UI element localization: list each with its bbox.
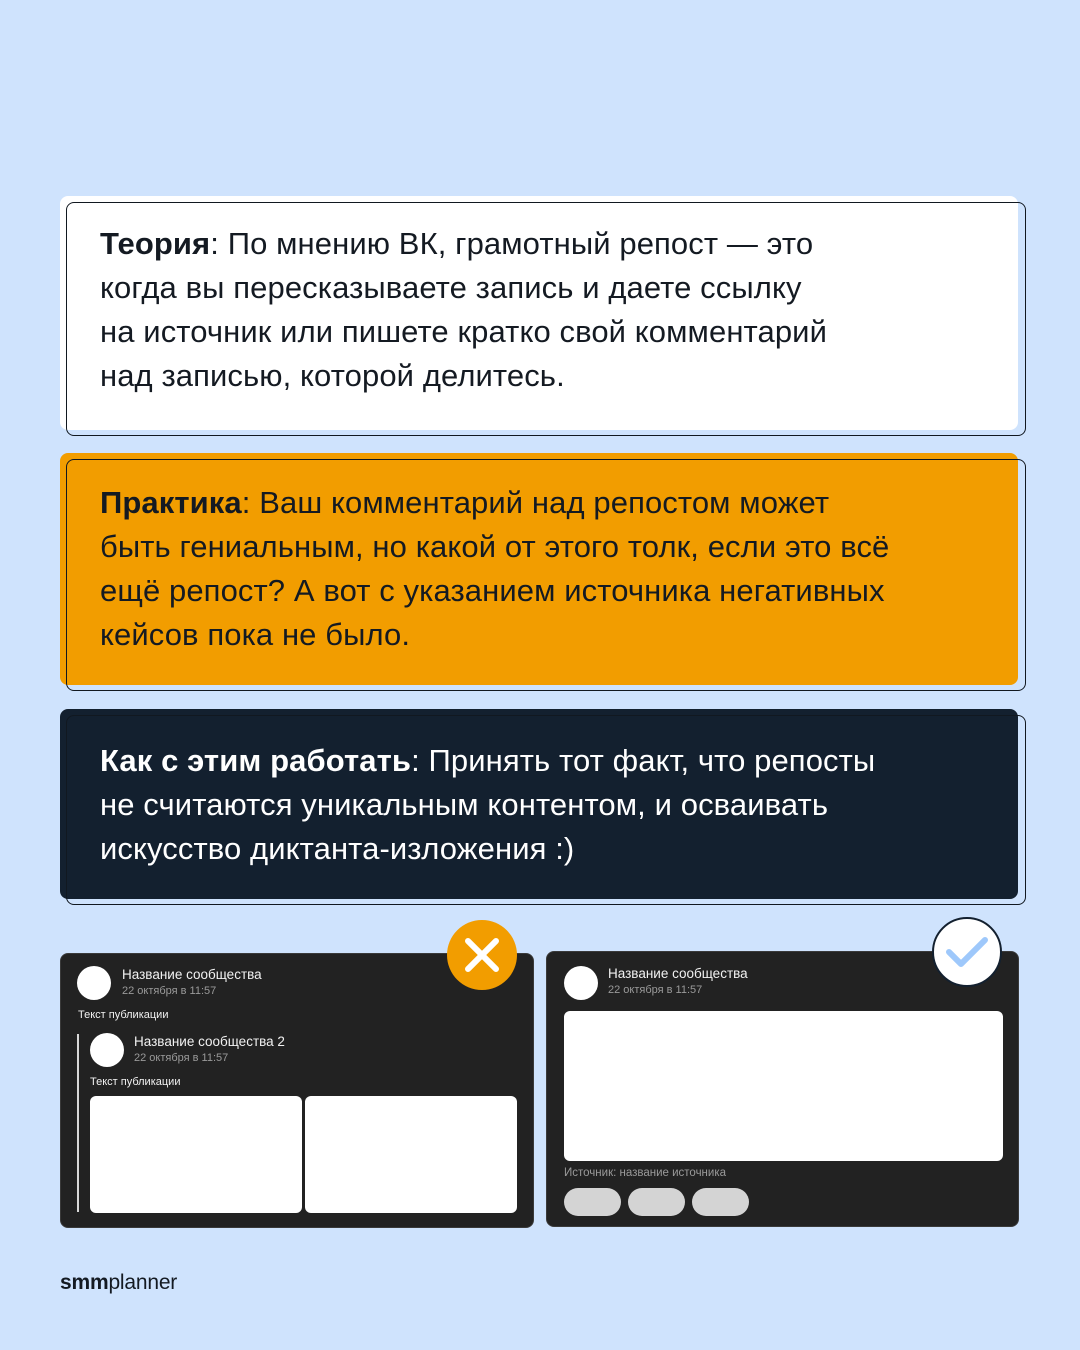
brand-logo — [60, 1271, 177, 1295]
repost-text: Текст публикации — [90, 1076, 181, 1088]
action-pill — [564, 1188, 621, 1216]
practice-line-2: быть гениальным, но какой от этого толк, если это всё — [100, 529, 890, 564]
how-to-line-1: : Принять тот факт, что репосты — [411, 743, 876, 778]
avatar — [564, 966, 598, 1000]
practice-title: Практика — [100, 485, 242, 520]
action-pill — [692, 1188, 749, 1216]
brand-bold: smm — [60, 1271, 109, 1294]
repost-date: 22 октября в 11:57 — [134, 1052, 229, 1064]
x-icon — [447, 920, 517, 990]
how-to-line-3: искусство диктанта-изложения :) — [100, 831, 575, 866]
post-image — [564, 1011, 1003, 1161]
brand-regular: planner — [108, 1271, 178, 1294]
theory-line-4: над записью, которой делитесь. — [100, 358, 565, 393]
how-to-line-2: не считаются уникальным контентом, и осваивать — [100, 787, 829, 822]
post-date: 22 октября в 11:57 — [122, 985, 217, 997]
avatar — [77, 966, 111, 1000]
post-date: 22 октября в 11:57 — [608, 984, 703, 996]
repost-community-name: Название сообщества 2 — [134, 1034, 285, 1049]
repost-avatar — [90, 1033, 124, 1067]
repost-image-1 — [90, 1096, 302, 1213]
theory-card — [60, 196, 1018, 430]
source-label: Источник: название источника — [564, 1167, 727, 1179]
how-to-card — [60, 709, 1018, 899]
practice-line-4: кейсов пока не было. — [100, 617, 411, 652]
action-pill — [628, 1188, 685, 1216]
theory-line-1: : По мнению ВК, грамотный репост — это — [210, 226, 814, 261]
practice-text — [100, 481, 978, 657]
post-text: Текст публикации — [78, 1009, 169, 1021]
community-name: Название сообщества — [122, 967, 262, 982]
how-to-text — [100, 739, 978, 871]
repost-line — [77, 1034, 79, 1212]
bad-example-post — [60, 953, 534, 1228]
practice-card — [60, 453, 1018, 685]
theory-line-2: когда вы пересказываете запись и даете ссылку — [100, 270, 802, 305]
good-example-post — [546, 951, 1019, 1227]
theory-text — [100, 222, 978, 398]
check-icon — [932, 917, 1002, 987]
how-to-title: Как с этим работать — [100, 743, 412, 778]
practice-line-1: : Ваш комментарий над репостом может — [241, 485, 830, 520]
theory-line-3: на источник или пишете кратко свой комментарий — [100, 314, 827, 349]
practice-line-3: ещё репост? А вот с указанием источника негативных — [100, 573, 885, 608]
repost-image-2 — [305, 1096, 517, 1213]
community-name: Название сообщества — [608, 966, 748, 981]
theory-title: Теория — [100, 226, 211, 261]
